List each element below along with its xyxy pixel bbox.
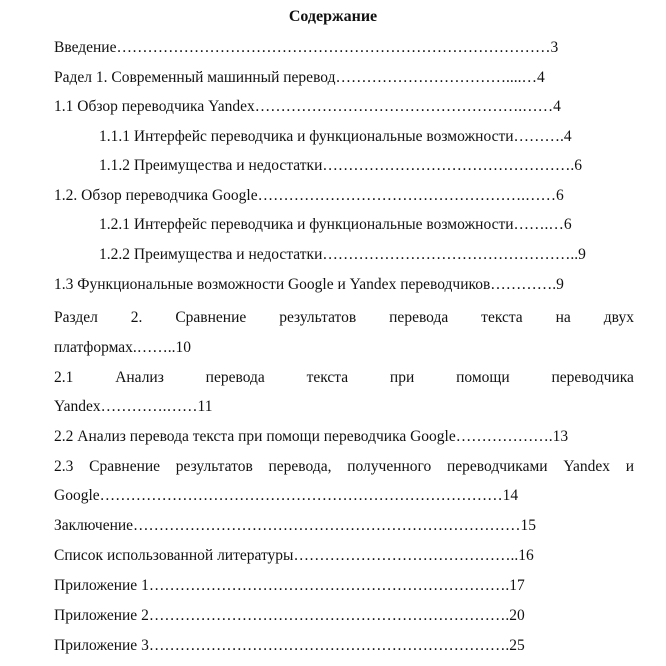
toc-entry-1-1-2: 1.1.2 Преимущества и недостатки………………………………………….6 [99, 157, 582, 174]
toc-entry-2-2: 2.2 Анализ перевода текста при помощи переводчика Google……………….13 [54, 428, 569, 445]
word: и [625, 458, 634, 475]
toc-entry-1-2-2: 1.2.2 Преимущества и недостатки…………………………………………..9 [99, 246, 586, 263]
word: перевода [205, 369, 265, 386]
toc-entry-bibliography: Список использованной литературы……………………………………..16 [54, 547, 534, 564]
word: Сравнение [89, 458, 161, 475]
word: Раздел [54, 309, 98, 326]
toc-entry-1-1-1: 1.1.1 Интерфейс переводчика и функциональные возможности……….4 [99, 128, 572, 145]
toc-entry-1-3: 1.3 Функциональные возможности Google и Yandex переводчиков………….9 [54, 276, 564, 293]
toc-entry-1-2-1: 1.2.1 Интерфейс переводчика и функциональные возможности…….…6 [99, 216, 572, 233]
word: Анализ [115, 369, 164, 386]
toc-entry-2-3-line-2: Google……………………………………………………………………14 [54, 487, 519, 504]
toc-entry-conclusion: Заключение…………………………………………………………………15 [54, 517, 537, 534]
toc-entry-section-2-line-1 [54, 308, 634, 328]
word: 2. [130, 309, 143, 326]
word: текста [306, 369, 349, 386]
toc-entry-2-3-line-1 [54, 457, 634, 477]
word: перевода, [268, 458, 332, 475]
toc-entry-introduction: Введение…………………………………………………………………………3 [54, 39, 559, 56]
word: перевода [389, 309, 449, 326]
word: при [389, 369, 415, 386]
toc-entry-2-1-line-2: Yandex………….……11 [54, 398, 213, 415]
word: результатов [175, 458, 253, 475]
word: переводчиками [447, 458, 548, 475]
toc-entry-section-2-line-2: платформах.……..10 [54, 339, 192, 356]
toc-entry-2-1-line-1 [54, 368, 634, 388]
toc-entry-1-1: 1.1 Обзор переводчика Yandex…………………………………………….……4 [54, 98, 561, 115]
toc-title: Содержание [288, 8, 378, 25]
word: на [555, 309, 571, 326]
toc-entry-appendix-3: Приложение 3…………………………………………………………….25 [54, 637, 525, 654]
word: помощи [456, 369, 510, 386]
word: Сравнение [175, 309, 247, 326]
word: 2.1 [54, 369, 74, 386]
toc-entry-section-1: Радел 1. Современный машинный перевод……………………………....…4 [54, 69, 545, 86]
word: двух [603, 309, 634, 326]
word: Yandex [563, 458, 610, 475]
toc-entry-appendix-1: Приложение 1…………………………………………………………….17 [54, 577, 525, 594]
word: 2.3 [54, 458, 74, 475]
word: переводчика [551, 369, 634, 386]
toc-entry-1-2: 1.2. Обзор переводчика Google…………………………………………….……6 [54, 187, 564, 204]
word: результатов [279, 309, 357, 326]
toc-entry-appendix-2: Приложение 2…………………………………………………………….20 [54, 607, 525, 624]
word: текста [481, 309, 523, 326]
word: полученного [347, 458, 432, 475]
